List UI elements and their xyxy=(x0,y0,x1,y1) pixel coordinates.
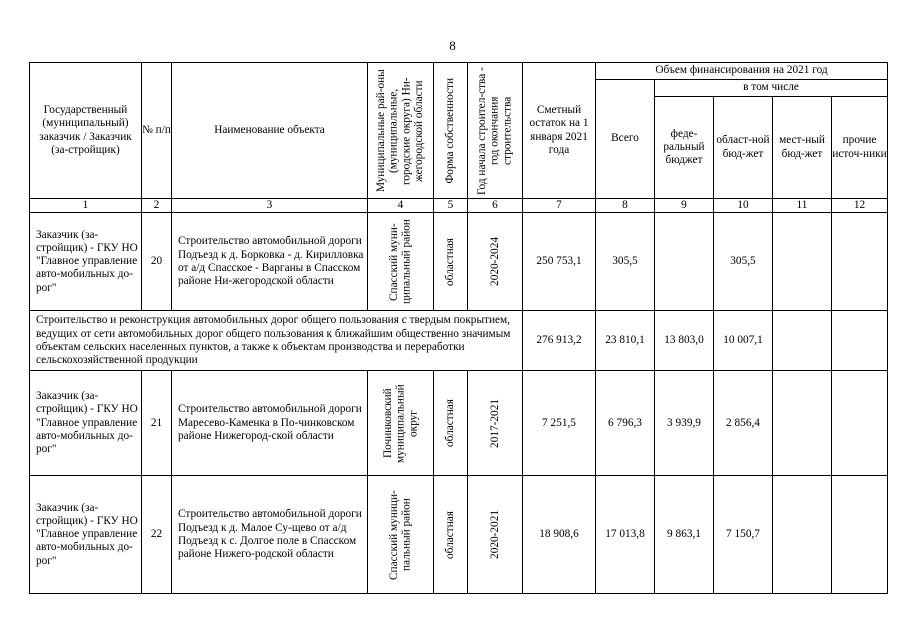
column-number: 5 xyxy=(434,199,468,213)
column-number: 9 xyxy=(655,199,714,213)
header-districts-text: Муниципальные рай-оны (муниципальные, городские округа) Ни-жегородской области xyxy=(375,69,426,192)
row-ownership-text: областная xyxy=(444,510,457,559)
header-customer: Государственный (муниципальный) заказчик / Заказчик (за-стройщик) xyxy=(30,63,142,199)
row-total: 305,5 xyxy=(596,213,655,311)
column-number: 10 xyxy=(714,199,773,213)
section-estimate: 276 913,2 xyxy=(523,311,596,371)
header-years xyxy=(468,63,523,199)
row-years-text: 2017-2021 xyxy=(488,398,501,448)
row-other xyxy=(832,213,888,311)
row-years-text: 2020-2024 xyxy=(488,237,501,287)
header-local: мест-ный бюд-жет xyxy=(773,97,832,199)
header-total: Всего xyxy=(596,80,655,199)
row-estimate: 250 753,1 xyxy=(523,213,596,311)
row-customer: Заказчик (за-стройщик) - ГКУ НО "Главное управление авто-мобильных до-рог" xyxy=(30,213,142,311)
row-federal xyxy=(655,213,714,311)
section-total: 23 810,1 xyxy=(596,311,655,371)
row-total: 6 796,3 xyxy=(596,371,655,476)
row-regional: 305,5 xyxy=(714,213,773,311)
row-local xyxy=(773,371,832,476)
row-local xyxy=(773,213,832,311)
table-row xyxy=(30,476,888,594)
row-years xyxy=(468,371,523,476)
header-including: в том числе xyxy=(655,80,888,97)
row-ownership xyxy=(434,213,468,311)
header-financing: Объем финансирования на 2021 год xyxy=(596,63,888,80)
row-object: Строительство автомобильной дороги Подъезд к д. Малое Су-щево от а/д Подъезд к с. Долгое поле в Спасском районе Нижего-родской области xyxy=(172,476,368,594)
header-regional: област-ной бюд-жет xyxy=(714,97,773,199)
row-local xyxy=(773,476,832,594)
header-estimate: Сметный остаток на 1 января 2021 года xyxy=(523,63,596,199)
row-years-text: 2020-2021 xyxy=(488,510,501,560)
header-num: № п/п xyxy=(142,63,172,199)
section-row xyxy=(30,311,888,371)
row-years xyxy=(468,476,523,594)
row-number: 22 xyxy=(142,476,172,594)
row-other xyxy=(832,476,888,594)
row-district xyxy=(368,371,434,476)
page-number: 8 xyxy=(449,38,456,53)
row-regional: 2 856,4 xyxy=(714,371,773,476)
section-title: Строительство и реконструкция автомобильных дорог общего пользования с твердым покрытием, ведущих от сети автомобильных дорог общего пользования к ближайшим общественно значимым объектам сельских населенных пунктов, а также к объектам производства и переработки сельскохозяйственной продукции xyxy=(30,311,523,371)
header-federal: феде-ральный бюджет xyxy=(655,97,714,199)
row-customer: Заказчик (за-стройщик) - ГКУ НО "Главное управление авто-мобильных до-рог" xyxy=(30,371,142,476)
header-years-text: Год начала строител-ства - год окончания строительства xyxy=(476,66,514,195)
column-number: 3 xyxy=(172,199,368,213)
row-estimate: 7 251,5 xyxy=(523,371,596,476)
header-districts xyxy=(368,63,434,199)
section-other xyxy=(832,311,888,371)
row-district-text: Починковский муниципальный округ xyxy=(381,384,419,463)
row-district xyxy=(368,213,434,311)
column-number: 11 xyxy=(773,199,832,213)
column-number: 1 xyxy=(30,199,142,213)
column-number: 4 xyxy=(368,199,434,213)
section-federal: 13 803,0 xyxy=(655,311,714,371)
table-row xyxy=(30,371,888,476)
header-ownership xyxy=(434,63,468,199)
header-other: прочие источ-ники xyxy=(832,97,888,199)
column-number: 12 xyxy=(832,199,888,213)
section-local xyxy=(773,311,832,371)
row-ownership xyxy=(434,371,468,476)
row-district xyxy=(368,476,434,594)
header-object-name: Наименование объекта xyxy=(172,63,368,199)
row-federal: 3 939,9 xyxy=(655,371,714,476)
column-number: 2 xyxy=(142,199,172,213)
row-ownership xyxy=(434,476,468,594)
row-estimate: 18 908,6 xyxy=(523,476,596,594)
row-ownership-text: областная xyxy=(444,399,457,448)
row-other xyxy=(832,371,888,476)
table-row xyxy=(30,213,888,311)
row-regional: 7 150,7 xyxy=(714,476,773,594)
row-district-text: Спасский муни-ципальный район xyxy=(387,219,413,305)
row-district-text: Спасский муници-пальный район xyxy=(387,489,413,580)
header-ownership-text: Форма собственности xyxy=(444,77,457,184)
section-regional: 10 007,1 xyxy=(714,311,773,371)
column-number: 8 xyxy=(596,199,655,213)
row-customer: Заказчик (за-стройщик) - ГКУ НО "Главное управление авто-мобильных до-рог" xyxy=(30,476,142,594)
row-number: 20 xyxy=(142,213,172,311)
row-years xyxy=(468,213,523,311)
column-number: 6 xyxy=(468,199,523,213)
column-number: 7 xyxy=(523,199,596,213)
row-ownership-text: областная xyxy=(444,237,457,286)
financing-table xyxy=(29,62,888,594)
row-object: Строительство автомобильной дороги Маресево-Каменка в По-чинковском районе Нижегород-ской области xyxy=(172,371,368,476)
column-numbers-row xyxy=(30,199,888,213)
row-federal: 9 863,1 xyxy=(655,476,714,594)
row-total: 17 013,8 xyxy=(596,476,655,594)
row-number: 21 xyxy=(142,371,172,476)
row-object: Строительство автомобильной дороги Подъезд к д. Борковка - д. Кирилловка от а/д Спасское - Варганы в Спасском районе Ни-жегородской области xyxy=(172,213,368,311)
